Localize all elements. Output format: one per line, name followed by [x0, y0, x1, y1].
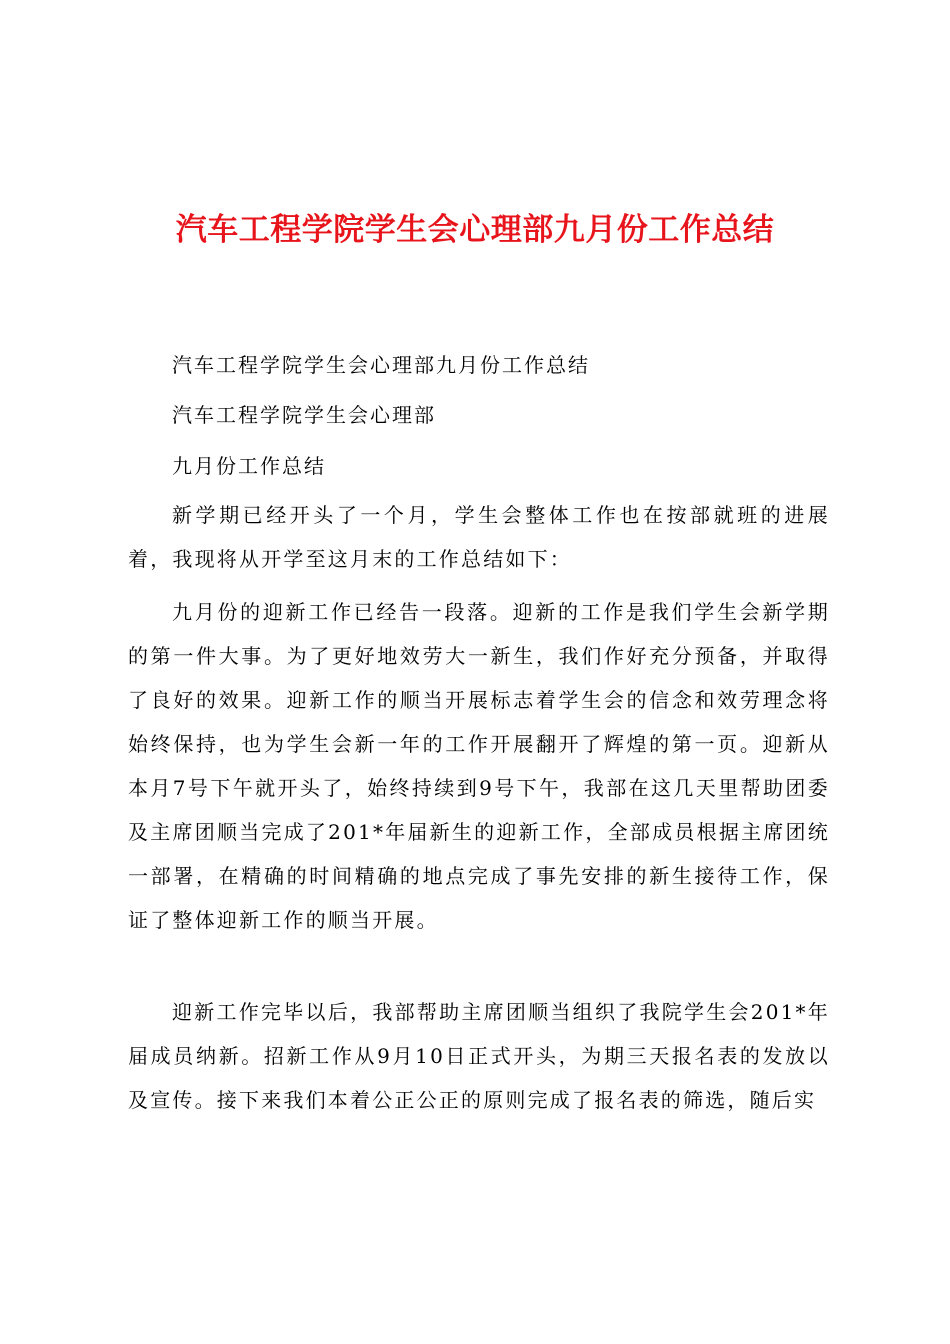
document-title: 汽车工程学院学生会心理部九月份工作总结 [175, 212, 775, 248]
paragraph-orientation: 九月份的迎新工作已经告一段落。迎新的工作是我们学生会新学期的第一件大事。为了更好地效劳大一新生，我们作好充分预备，并取得了良好的效果。迎新工作的顺当开展标志着学生会的信念和效劳理念将始终保持，也为学生会新一年的工作开展翻开了辉煌的第一页。迎新从本月7号下午就开头了，始终持续到9号下午，我部在这几天里帮助团委及主席团顺当完成了201*年届新生的迎新工作，全部成员根据主席团统一部署，在精确的时间精确的地点完成了事先安排的新生接待工作，保证了整体迎新工作的顺当开展。 [128, 600, 830, 932]
paragraph-intro: 新学期已经开头了一个月，学生会整体工作也在按部就班的进展着，我现将从开学至这月末的工作总结如下： [128, 503, 830, 571]
header-line-full-title: 汽车工程学院学生会心理部九月份工作总结 [172, 353, 590, 377]
header-line-subtitle: 九月份工作总结 [172, 454, 326, 478]
header-line-organization: 汽车工程学院学生会心理部 [172, 403, 436, 427]
paragraph-recruitment: 迎新工作完毕以后，我部帮助主席团顺当组织了我院学生会201*年届成员纳新。招新工作从9月10日正式开头，为期三天报名表的发放以及宣传。接下来我们本着公正公正的原则完成了报名表的筛选，随后实 [128, 1000, 830, 1112]
